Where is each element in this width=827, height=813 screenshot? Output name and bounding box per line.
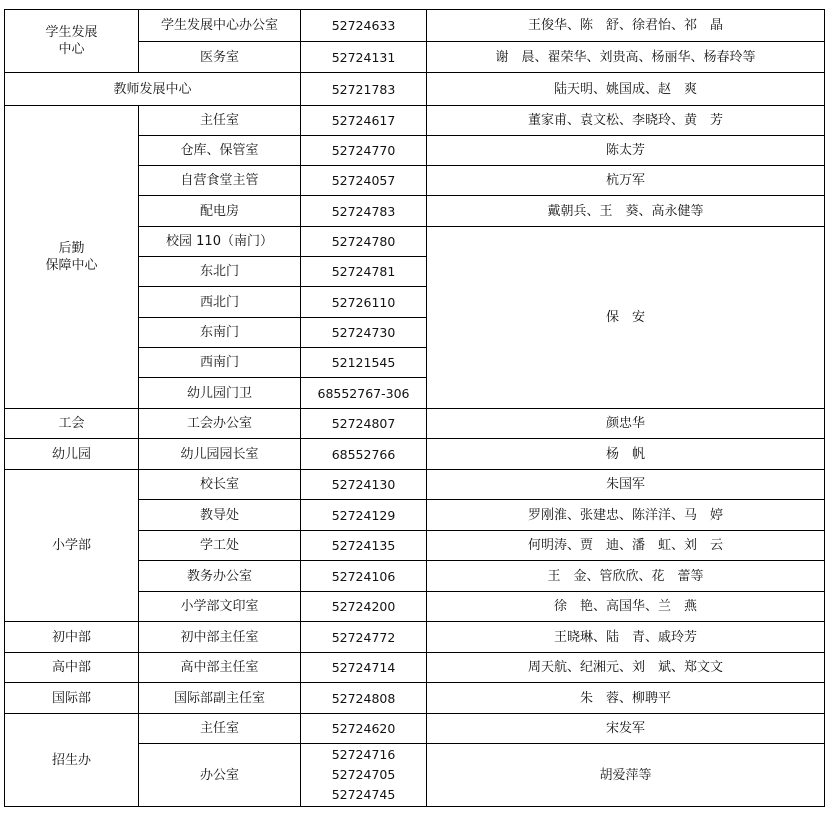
phone-line: 52724705 [331,767,396,782]
dept-cell: 初中部 [5,622,139,653]
phone-cell: 52724714 [301,653,427,683]
office-cell: 东南门 [139,318,301,348]
table-row [5,653,825,683]
office-cell: 学工处 [139,531,301,561]
phone-cell: 52724808 [301,683,427,714]
phone-cell: 52121545 [301,348,427,378]
dept-cell: 国际部 [5,683,139,714]
dept-cell: 高中部 [5,653,139,683]
staff-cell: 何明涛、贾 迪、潘 虹、刘 云 [427,531,825,561]
staff-cell: 朱国军 [427,470,825,500]
phone-cell: 52724620 [301,714,427,744]
table-row [5,439,825,470]
office-cell: 教务办公室 [139,561,301,592]
office-cell: 幼儿园园长室 [139,439,301,470]
staff-cell: 周天航、纪湘元、刘 斌、郑文文 [427,653,825,683]
staff-cell: 王晓琳、陆 青、戚玲芳 [427,622,825,653]
table-row [5,683,825,714]
table-row [5,714,825,744]
staff-cell: 颜忠华 [427,409,825,439]
phone-cell: 52724772 [301,622,427,653]
staff-cell: 朱 蓉、柳聘平 [427,683,825,714]
phone-cell: 52724057 [301,166,427,196]
staff-cell: 杭万军 [427,166,825,196]
table-row [5,73,825,106]
staff-cell: 王俊华、陈 舒、徐君怡、祁 晶 [427,10,825,42]
table-row [5,622,825,653]
office-cell: 办公室 [139,744,301,807]
office-cell: 校园 110（南门） [139,227,301,257]
office-cell: 医务室 [139,42,301,73]
phone-cell: 52724135 [301,531,427,561]
office-cell: 教导处 [139,500,301,531]
phone-cell: 52724770 [301,136,427,166]
office-cell: 西南门 [139,348,301,378]
phone-cell: 52724730 [301,318,427,348]
phone-cell: 52726110 [301,287,427,318]
office-cell: 仓库、保管室 [139,136,301,166]
phone-cell: 52724807 [301,409,427,439]
office-cell: 小学部文印室 [139,592,301,622]
phone-cell: 52724129 [301,500,427,531]
phone-cell: 52724131 [301,42,427,73]
office-cell: 西北门 [139,287,301,318]
phone-cell: 52724617 [301,106,427,136]
staff-cell: 徐 艳、高国华、兰 燕 [427,592,825,622]
phone-cell: 52724633 [301,10,427,42]
staff-cell: 杨 帆 [427,439,825,470]
office-cell: 校长室 [139,470,301,500]
staff-cell: 宋发军 [427,714,825,744]
phone-cell: 52724783 [301,196,427,227]
table-row [5,470,825,500]
table-row [5,10,825,42]
table-row [5,409,825,439]
phone-cell: 68552766 [301,439,427,470]
dept-cell: 小学部 [5,470,139,622]
office-cell: 工会办公室 [139,409,301,439]
office-cell: 初中部主任室 [139,622,301,653]
office-cell: 高中部主任室 [139,653,301,683]
contact-directory-table [4,9,825,807]
phone-cell: 52721783 [301,73,427,106]
office-cell: 国际部副主任室 [139,683,301,714]
staff-cell: 戴朝兵、王 葵、高永健等 [427,196,825,227]
staff-cell: 谢 晨、翟荣华、刘贵高、杨丽华、杨春玲等 [427,42,825,73]
phone-cell: 52724781 [301,257,427,287]
office-cell: 幼儿园门卫 [139,378,301,409]
dept-cell: 招生办 [5,714,139,807]
staff-cell: 董家甫、袁文松、李晓玲、黄 芳 [427,106,825,136]
dept-cell: 工会 [5,409,139,439]
staff-cell: 陈太芳 [427,136,825,166]
dept-label-line: 中心 [58,42,85,57]
office-cell: 学生发展中心办公室 [139,10,301,42]
office-cell: 主任室 [139,106,301,136]
dept-cell-logistics [5,106,139,409]
table-row [5,106,825,136]
dept-cell-student-development [5,10,139,73]
staff-cell: 王 金、管欣欣、花 蕾等 [427,561,825,592]
phone-line: 52724716 [331,747,396,762]
phone-line: 52724745 [331,787,396,802]
phone-cell: 52724200 [301,592,427,622]
staff-cell: 陆天明、姚国成、赵 爽 [427,73,825,106]
dept-label-line: 学生发展 [45,25,98,40]
phone-cell-multi [301,744,427,807]
office-cell: 配电房 [139,196,301,227]
staff-cell: 罗刚淮、张建忠、陈洋洋、马 婷 [427,500,825,531]
office-cell: 东北门 [139,257,301,287]
phone-cell: 68552767-306 [301,378,427,409]
dept-label-line: 后勤 [58,241,85,256]
phone-cell: 52724130 [301,470,427,500]
dept-label-line: 保障中心 [45,258,98,273]
dept-cell-teacher-development: 教师发展中心 [5,73,301,106]
office-cell: 自营食堂主管 [139,166,301,196]
office-cell: 主任室 [139,714,301,744]
staff-cell-security: 保 安 [427,227,825,409]
phone-cell: 52724780 [301,227,427,257]
staff-cell: 胡爱萍等 [427,744,825,807]
dept-cell: 幼儿园 [5,439,139,470]
phone-cell: 52724106 [301,561,427,592]
